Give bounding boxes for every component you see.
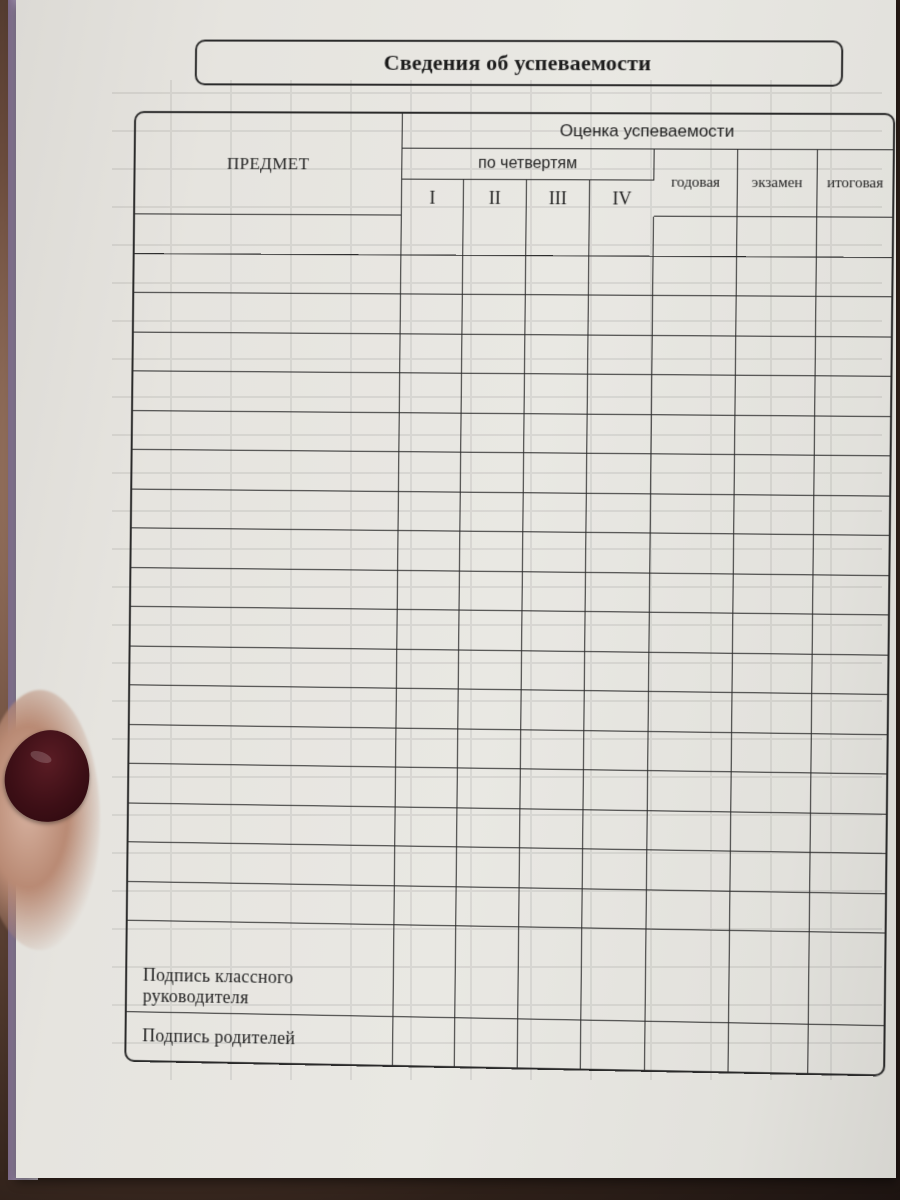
grade-cell[interactable] xyxy=(652,335,736,375)
grade-cell[interactable] xyxy=(733,614,813,655)
subject-cell[interactable] xyxy=(134,254,401,295)
grade-cell[interactable] xyxy=(734,534,814,575)
grade-cell[interactable] xyxy=(735,455,815,495)
grade-cell[interactable] xyxy=(730,931,810,971)
subject-cell[interactable] xyxy=(128,881,395,925)
subject-cell[interactable] xyxy=(133,371,400,412)
quarter-1-header: I xyxy=(402,180,464,216)
grade-cell[interactable] xyxy=(649,652,733,693)
grade-cell[interactable] xyxy=(523,532,587,572)
grade-cell[interactable] xyxy=(463,255,526,295)
page-title: Сведения об успеваемости xyxy=(383,49,652,76)
grade-cell[interactable] xyxy=(588,296,653,336)
grade-cell[interactable] xyxy=(458,689,521,729)
grade-cell[interactable] xyxy=(400,334,462,374)
subject-cell[interactable] xyxy=(132,450,399,492)
grade-cell[interactable] xyxy=(648,771,732,812)
grade-cell[interactable] xyxy=(394,925,456,965)
grade-cell[interactable] xyxy=(737,257,817,297)
grade-cell[interactable] xyxy=(459,650,522,690)
grade-cell[interactable] xyxy=(812,694,887,735)
subject-cell[interactable] xyxy=(133,411,400,453)
grade-cell[interactable] xyxy=(525,335,589,375)
grade-cell[interactable] xyxy=(586,533,651,573)
grade-cell[interactable] xyxy=(812,654,887,695)
grade-cell[interactable] xyxy=(522,651,586,691)
grade-cell[interactable] xyxy=(461,453,524,493)
grade-cell[interactable] xyxy=(646,890,730,931)
subject-cell[interactable] xyxy=(134,293,401,334)
grade-cell[interactable] xyxy=(647,850,731,891)
grade-cell[interactable] xyxy=(520,848,584,889)
grade-cell[interactable] xyxy=(398,531,460,571)
subject-header: ПРЕДМЕТ xyxy=(135,113,403,216)
grade-cell[interactable] xyxy=(398,570,460,610)
grade-cell[interactable] xyxy=(526,216,590,256)
signature-cell[interactable] xyxy=(645,1021,729,1071)
grade-cell[interactable] xyxy=(817,217,892,257)
subject-cell[interactable] xyxy=(127,921,394,964)
grade-cell[interactable] xyxy=(816,257,891,297)
grade-cell[interactable] xyxy=(586,493,651,533)
subject-cell[interactable] xyxy=(129,764,396,807)
grade-cell[interactable] xyxy=(457,847,520,887)
grade-cell[interactable] xyxy=(646,929,730,969)
grade-cell[interactable] xyxy=(459,611,522,651)
grade-cell[interactable] xyxy=(585,612,650,652)
grade-cell[interactable] xyxy=(401,255,463,295)
grade-cell[interactable] xyxy=(733,574,813,615)
grade-cell[interactable] xyxy=(732,653,812,694)
quarter-4-header: IV xyxy=(612,187,632,209)
grade-cell[interactable] xyxy=(525,374,589,414)
grade-cell[interactable] xyxy=(587,414,652,454)
signature-cell[interactable] xyxy=(393,1017,455,1066)
grade-cell[interactable] xyxy=(520,809,584,849)
grade-cell[interactable] xyxy=(815,416,890,456)
grade-rows xyxy=(127,214,892,972)
grade-cell[interactable] xyxy=(583,770,648,811)
grade-cell[interactable] xyxy=(457,768,520,808)
grade-cell[interactable] xyxy=(811,813,886,854)
title-frame xyxy=(195,40,844,87)
grade-cell[interactable] xyxy=(736,336,816,376)
grade-cell[interactable] xyxy=(524,453,588,493)
signature-cell[interactable] xyxy=(581,967,646,1021)
signature-cell[interactable] xyxy=(646,968,730,1023)
grade-cell[interactable] xyxy=(813,575,888,616)
subject-cell[interactable] xyxy=(129,803,396,846)
subject-cell[interactable] xyxy=(135,214,402,255)
grade-cell[interactable] xyxy=(736,296,816,336)
grade-cell[interactable] xyxy=(651,494,735,534)
grade-cell[interactable] xyxy=(731,772,811,813)
subject-cell[interactable] xyxy=(131,528,398,570)
quarter-3-header: III xyxy=(527,180,590,216)
grade-cell[interactable] xyxy=(647,811,731,852)
grade-cell[interactable] xyxy=(397,649,459,689)
signature-cell[interactable] xyxy=(729,1023,809,1073)
grade-cell[interactable] xyxy=(401,216,463,256)
grade-cell[interactable] xyxy=(462,334,525,374)
grade-cell[interactable] xyxy=(520,769,584,809)
grade-cell[interactable] xyxy=(731,812,811,853)
grade-cell[interactable] xyxy=(810,893,885,934)
grade-cell[interactable] xyxy=(811,734,886,775)
grade-cell[interactable] xyxy=(813,615,888,656)
grade-cell[interactable] xyxy=(652,375,736,415)
subject-cell[interactable] xyxy=(133,332,400,373)
signature-cell[interactable] xyxy=(518,1019,582,1068)
grade-cell[interactable] xyxy=(814,495,889,535)
grade-cell[interactable] xyxy=(815,376,890,416)
grade-cell[interactable] xyxy=(809,932,884,972)
grade-cell[interactable] xyxy=(649,613,733,654)
grade-cell[interactable] xyxy=(588,375,653,415)
grade-cell[interactable] xyxy=(395,846,457,886)
subject-cell[interactable] xyxy=(130,646,397,689)
grade-cell[interactable] xyxy=(732,693,812,734)
grade-cell[interactable] xyxy=(730,891,810,932)
grade-cell[interactable] xyxy=(649,692,733,733)
grade-cell[interactable] xyxy=(582,928,647,968)
subject-cell[interactable] xyxy=(131,568,398,610)
grade-cell[interactable] xyxy=(587,454,652,494)
annual-header: годовая xyxy=(654,149,738,217)
grade-cell[interactable] xyxy=(653,296,737,336)
parent-signature-label: Подпись родителей xyxy=(126,1012,393,1065)
grade-cell[interactable] xyxy=(735,376,815,416)
grade-cell[interactable] xyxy=(648,732,732,773)
grade-cell[interactable] xyxy=(463,216,526,256)
final-header: итоговая xyxy=(817,150,893,218)
quarters-header: по четвертям xyxy=(402,149,654,181)
signature-cell[interactable] xyxy=(729,970,809,1025)
grade-cell[interactable] xyxy=(589,256,654,296)
subject-row xyxy=(133,332,890,377)
grade-header: Оценка успеваемости xyxy=(403,114,894,151)
grade-cell[interactable] xyxy=(584,731,649,771)
grade-cell[interactable] xyxy=(396,728,458,768)
grade-cell[interactable] xyxy=(582,889,647,930)
grade-cell[interactable] xyxy=(462,374,525,414)
grade-cell[interactable] xyxy=(813,535,888,576)
signature-cell[interactable] xyxy=(455,1018,518,1067)
grade-cell[interactable] xyxy=(395,807,457,847)
grade-cell[interactable] xyxy=(462,295,525,335)
subject-cell[interactable] xyxy=(131,607,398,649)
grade-cell[interactable] xyxy=(811,773,886,814)
subject-row xyxy=(133,371,890,416)
grade-cell[interactable] xyxy=(589,216,654,256)
grade-cell[interactable] xyxy=(525,295,589,335)
signature-cell[interactable] xyxy=(518,966,582,1020)
grade-cell[interactable] xyxy=(586,572,651,612)
grade-cell[interactable] xyxy=(521,730,585,770)
signature-cell[interactable] xyxy=(809,971,884,1026)
grade-cell[interactable] xyxy=(585,652,650,692)
grade-cell[interactable] xyxy=(456,887,519,928)
grade-cell[interactable] xyxy=(456,926,519,966)
grade-cell[interactable] xyxy=(460,492,523,532)
grade-cell[interactable] xyxy=(734,495,814,535)
grade-cell[interactable] xyxy=(737,217,817,257)
grade-cell[interactable] xyxy=(816,297,891,337)
subject-cell[interactable] xyxy=(132,489,399,531)
grade-cell[interactable] xyxy=(651,415,735,455)
signature-cell[interactable] xyxy=(808,1024,883,1074)
grade-cell[interactable] xyxy=(651,454,735,494)
grade-cell[interactable] xyxy=(458,729,521,769)
subject-row xyxy=(133,411,890,457)
signature-cell[interactable] xyxy=(581,1020,646,1069)
grade-cell[interactable] xyxy=(650,573,734,614)
teacher-signature-line2: руководителя xyxy=(142,985,249,1007)
subject-row xyxy=(134,254,892,298)
grade-cell[interactable] xyxy=(654,217,738,257)
grade-cell[interactable] xyxy=(399,492,461,532)
grade-cell[interactable] xyxy=(519,888,583,929)
grade-cell[interactable] xyxy=(522,611,586,651)
grade-cell[interactable] xyxy=(588,335,653,375)
subject-cell[interactable] xyxy=(130,685,397,728)
grade-cell[interactable] xyxy=(583,810,648,851)
grade-cell[interactable] xyxy=(730,852,810,893)
grade-cell[interactable] xyxy=(584,691,649,731)
grade-cell[interactable] xyxy=(522,572,586,612)
grade-cell[interactable] xyxy=(394,886,456,926)
grade-cell[interactable] xyxy=(401,294,463,334)
signature-cell[interactable] xyxy=(393,964,455,1018)
teacher-signature-line1: Подпись классного xyxy=(142,964,294,987)
signature-cell[interactable] xyxy=(455,965,519,1019)
grades-table xyxy=(124,111,895,1076)
grade-cell[interactable] xyxy=(524,414,588,454)
grade-cell[interactable] xyxy=(460,571,523,611)
grade-cell[interactable] xyxy=(523,493,587,533)
grade-cell[interactable] xyxy=(460,532,523,572)
grade-cell[interactable] xyxy=(735,415,815,455)
exam-header: экзамен xyxy=(737,150,817,218)
grade-cell[interactable] xyxy=(814,456,889,496)
grade-cell[interactable] xyxy=(653,256,737,296)
quarter-2-header: II xyxy=(464,180,527,216)
grade-cell[interactable] xyxy=(519,927,582,967)
grade-cell[interactable] xyxy=(396,689,458,729)
teacher-signature-label xyxy=(127,959,394,1017)
grade-cell[interactable] xyxy=(583,849,648,890)
grade-cell[interactable] xyxy=(461,413,524,453)
grade-cell[interactable] xyxy=(650,534,734,574)
grade-cell[interactable] xyxy=(810,853,885,894)
grade-cell[interactable] xyxy=(397,610,459,650)
grade-cell[interactable] xyxy=(732,733,812,774)
grade-cell[interactable] xyxy=(526,256,590,296)
grade-cell[interactable] xyxy=(399,452,461,492)
subject-row xyxy=(134,293,892,337)
grade-cell[interactable] xyxy=(816,337,891,377)
grade-cell[interactable] xyxy=(396,768,458,808)
grade-cell[interactable] xyxy=(399,413,461,453)
grade-cell[interactable] xyxy=(457,808,520,848)
subject-row xyxy=(135,214,893,257)
grade-cell[interactable] xyxy=(521,690,585,730)
subject-cell[interactable] xyxy=(129,725,396,768)
grade-cell[interactable] xyxy=(400,373,462,413)
subject-cell[interactable] xyxy=(128,842,395,886)
